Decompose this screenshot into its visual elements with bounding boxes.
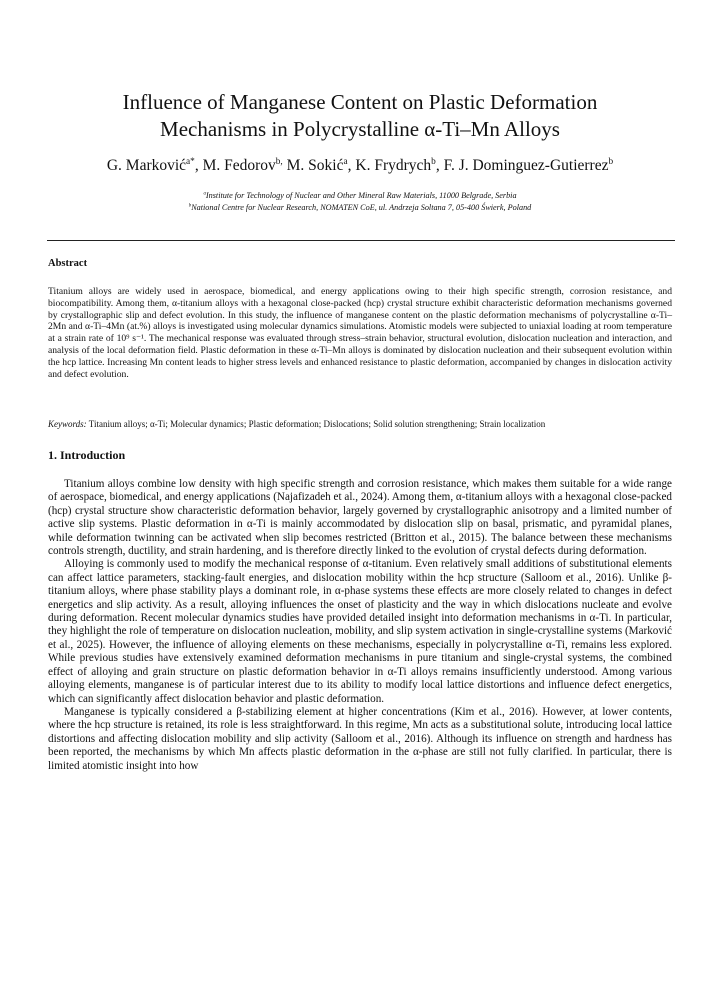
affiliation-a bbox=[60, 190, 660, 202]
section-heading: 1. Introduction bbox=[48, 448, 126, 462]
abstract-text: Titanium alloys are widely used in aerospace, biomedical, and energy applications owing to their high specific strength, corrosion resistance, and biocompatibility. Among them, α-titanium alloys with a hexagonal close-packed (hcp) crystal structure exhibit characteristic deformation mechanisms governed by crystallographic slip and defect evolution. In this study, the influence of manganese content on the plastic deformation mechanisms of polycrystalline α-Ti–2Mn and α-Ti–4Mn (at.%) alloys is investigated using molecular dynamics simulations. Atomistic models were subjected to uniaxial loading at room temperature at a strain rate of 10⁹ s⁻¹. The mechanical response was evaluated through stress–strain behavior, structural evolution, dislocation nucleation and interaction, and analysis of the local deformation field. Plastic deformation in these α-Ti–Mn alloys is dominated by dislocation nucleation and their subsequent evolution within the hcp lattice. Increasing Mn content leads to higher stress levels and enhanced resistance to plastic deformation, accompanied by changes in dislocation activity and defect evolution. bbox=[48, 286, 672, 380]
paper-title bbox=[60, 89, 660, 143]
author-affiliation-mark: a bbox=[343, 156, 348, 167]
affiliation-mark: b bbox=[188, 203, 192, 209]
author-affiliation-mark: b, bbox=[275, 156, 283, 167]
affiliation-b bbox=[60, 202, 660, 214]
author-affiliation-mark: b bbox=[608, 156, 614, 167]
keywords-label: Keywords: bbox=[48, 419, 87, 429]
author-name: K. Frydrych bbox=[355, 157, 432, 174]
author-name: F. J. Dominguez-Gutierrez bbox=[443, 157, 609, 174]
title-line-2: Mechanisms in Polycrystalline α-Ti–Mn Alloys bbox=[160, 117, 560, 141]
author-name: M. Fedorov bbox=[202, 157, 276, 174]
keywords-text: Titanium alloys; α-Ti; Molecular dynamics; Plastic deformation; Dislocations; Solid solution strengthening; Strain localization bbox=[88, 419, 546, 429]
paragraph: Manganese is typically considered a β-stabilizing element at higher concentrations (Kim et al., 2016). However, at lower contents, where the hcp structure is retained, its role is less straightforward. In this regime, Mn acts as a substitutional solute, introducing local lattice distortions and affecting dislocation mobility and slip activity (Salloom et al., 2016). Although its influence on strength and hardness has been reported, the mechanisms by which Mn affects plastic deformation in the α-phase are still not fully clarified. In particular, there is limited atomistic insight into how bbox=[48, 705, 672, 772]
affiliation-list bbox=[60, 190, 660, 214]
author-name: G. Marković bbox=[106, 157, 187, 174]
abstract-heading: Abstract bbox=[48, 258, 88, 269]
affiliation-text: Institute for Technology of Nuclear and Other Mineral Raw Materials, 11000 Belgrade, Serbia bbox=[205, 191, 517, 200]
paragraph: Alloying is commonly used to modify the mechanical response of α-titanium. Even relatively small additions of substitutional elements can affect lattice parameters, stacking-fault energies, and dislocation mobility within the hcp structure (Salloom et al., 2016). Unlike β-titanium alloys, where phase stability plays a dominant role, in α-phase systems these effects are more closely related to changes in defect energetics and slip activity. As a result, alloying influences the onset of plasticity and the way in which dislocations nucleate and evolve during deformation. Recent molecular dynamics studies have provided detailed insight into deformation mechanisms in α-Ti. In particular, they highlight the role of temperature on dislocation nucleation, mobility, and slip system activation in single-crystalline systems (Marković et al., 2025). However, the influence of alloying elements on these mechanisms, especially in polycrystalline α-Ti, remains less explored. While previous studies have extensively examined deformation mechanisms in pure titanium and single-crystal systems, the combined effect of alloying and grain structure on plastic deformation behavior in α-Ti alloys remains insufficiently understood. Among various alloying elements, manganese is of particular interest due to its ability to modify local lattice distortions and influence defect energetics, which can significantly affect dislocation behavior and plastic deformation. bbox=[48, 558, 672, 705]
paragraph: Titanium alloys combine low density with high specific strength and corrosion resistance, which makes them suitable for a wide range of aerospace, biomedical, and energy applications (Najafizadeh et al., 2024). Among them, α-titanium alloys with a hexagonal close-packed (hcp) crystal structure show characteristic deformation behavior, largely governed by crystallographic anisotropy and a limited number of active slip systems. Plastic deformation in α-Ti is mainly accommodated by dislocation slip on basal, prismatic, and pyramidal planes, while deformation twinning can be activated when slip becomes restricted (Britton et al., 2015). The balance between these mechanisms controls strength, ductility, and strain hardening, and is therefore directly linked to the evolution of crystal defects during deformation. bbox=[48, 478, 672, 558]
author-name: M. Sokić bbox=[286, 157, 344, 174]
introduction-body bbox=[48, 478, 672, 773]
author-affiliation-mark: b bbox=[431, 156, 436, 167]
keywords bbox=[48, 419, 672, 430]
author-affiliation-mark: a* bbox=[186, 156, 195, 167]
title-line-1: Influence of Manganese Content on Plastic Deformation bbox=[122, 90, 598, 114]
affiliation-mark: a bbox=[203, 191, 206, 197]
author-list: G. Marković$^{a*}$, M. Fedorov$^{b,}$ M. Sokić$^a$, K. Frydrych$^b$, F. J. Dominguez-Gutierrez$^b$ bbox=[106, 156, 614, 174]
affiliation-text: National Centre for Nuclear Research, NOMATEN CoE, ul. Andrzeja Soltana 7, 05-400 Świerk, Poland bbox=[191, 203, 532, 212]
header-divider bbox=[47, 240, 675, 241]
